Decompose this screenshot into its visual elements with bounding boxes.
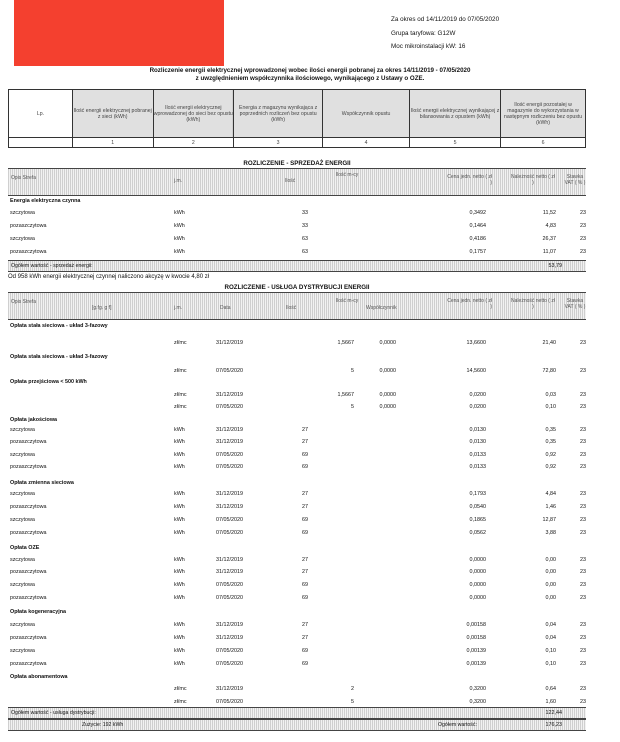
dist-group-title: Opłata jakościowa	[10, 417, 58, 423]
dist-group-title: Opłata abonamentowa	[10, 674, 68, 680]
dist-unit: kWh	[174, 464, 185, 470]
dist-unit: kWh	[174, 569, 185, 575]
dist-vat: 23	[580, 686, 586, 692]
dist-amount: 72,80	[542, 368, 556, 374]
dist-price: 0,0000	[469, 582, 486, 588]
dist-zone: szczytowa	[10, 427, 35, 433]
dist-vat: 23	[580, 491, 586, 497]
balance-col-number: 2	[153, 138, 234, 148]
dist-zone: szczytowa	[10, 557, 35, 563]
dist-date: 07/05/2020	[216, 517, 243, 523]
billing-period: Za okres od 14/11/2019 do 07/05/2020	[391, 16, 500, 23]
dist-group-label	[8, 479, 586, 488]
dist-qty: 69	[302, 595, 308, 601]
dist-amount: 0,35	[545, 427, 556, 433]
dist-qty: 27	[302, 491, 308, 497]
document-title: Rozliczenie energii elektrycznej wprowadzonej wobec ilości energii pobranej za okres 14/11/2019 - 07/05/2020	[149, 67, 471, 74]
dist-qty: 27	[302, 569, 308, 575]
redaction-box	[14, 0, 224, 66]
dist-unit: kWh	[174, 635, 185, 641]
dist-vat: 23	[580, 595, 586, 601]
dist-qty: 27	[302, 504, 308, 510]
dist-months: 5	[351, 699, 354, 705]
dist-row	[8, 367, 586, 376]
dist-date: 07/05/2020	[216, 582, 243, 588]
sale-row	[8, 222, 586, 231]
dist-group-label	[8, 322, 586, 331]
dist-row	[8, 621, 586, 630]
dist-col-wsp: Współczynnik	[366, 305, 397, 311]
dist-unit: zł/mc	[174, 699, 187, 705]
dist-date: 07/05/2020	[216, 368, 243, 374]
dist-group-label	[8, 673, 586, 682]
dist-unit: kWh	[174, 661, 185, 667]
dist-row	[8, 529, 586, 538]
dist-zone: szczytowa	[10, 622, 35, 628]
dist-unit: kWh	[174, 504, 185, 510]
dist-amount: 0,00	[545, 569, 556, 575]
grand-total-value: 176,23	[545, 722, 562, 728]
dist-date: 07/05/2020	[216, 661, 243, 667]
dist-group-title: Opłata przejściowa < 500 kWh	[10, 379, 87, 385]
dist-col-vat: Stawka VAT ( % )	[564, 298, 586, 310]
dist-row	[8, 516, 586, 525]
dist-qty: 27	[302, 635, 308, 641]
dist-date: 07/05/2020	[216, 404, 243, 410]
dist-qty: 69	[302, 582, 308, 588]
dist-amount: 0,10	[545, 648, 556, 654]
sale-amount: 4,83	[545, 223, 556, 229]
dist-amount: 0,35	[545, 439, 556, 445]
dist-unit: kWh	[174, 622, 185, 628]
dist-zone: pozaszczytowa	[10, 661, 47, 667]
dist-date: 31/12/2019	[216, 439, 243, 445]
dist-amount: 0,04	[545, 622, 556, 628]
sale-row	[8, 209, 586, 218]
dist-unit: kWh	[174, 439, 185, 445]
dist-unit: kWh	[174, 452, 185, 458]
sale-col-naleznosc: Należność netto ( zł )	[511, 174, 555, 186]
dist-amount: 0,10	[545, 404, 556, 410]
dist-group-label	[8, 608, 586, 617]
dist-vat: 23	[580, 464, 586, 470]
dist-amount: 0,04	[545, 635, 556, 641]
dist-date: 07/05/2020	[216, 530, 243, 536]
dist-qty: 69	[302, 530, 308, 536]
dist-price: 0,1865	[469, 517, 486, 523]
dist-price: 0,0562	[469, 530, 486, 536]
dist-amount: 1,46	[545, 504, 556, 510]
grand-total-label: Ogółem wartość:	[438, 722, 477, 728]
dist-unit: zł/mc	[174, 340, 187, 346]
dist-header-row	[8, 292, 586, 320]
dist-price: 0,0133	[469, 464, 486, 470]
usage-label: Zużycie: 192 kWh	[82, 722, 124, 728]
dist-row	[8, 698, 586, 707]
excise-note: Od 958 kWh energii elektrycznej czynnej naliczono akcyzę w kwocie 4,80 zł	[8, 274, 210, 280]
dist-col-ilosc: Ilość	[286, 305, 297, 311]
balance-table	[8, 89, 586, 148]
dist-amount: 0,10	[545, 661, 556, 667]
sale-price: 0,1464	[469, 223, 486, 229]
dist-qty: 27	[302, 622, 308, 628]
dist-zone: pozaszczytowa	[10, 504, 47, 510]
dist-vat: 23	[580, 661, 586, 667]
sale-total-value: 53,79	[548, 263, 562, 269]
dist-vat: 23	[580, 368, 586, 374]
dist-zone: pozaszczytowa	[10, 635, 47, 641]
dist-price: 0,0000	[469, 569, 486, 575]
dist-vat: 23	[580, 427, 586, 433]
dist-vat: 23	[580, 582, 586, 588]
dist-section-title: ROZLICZENIE - USŁUGA DYSTRYBUCJI ENERGII	[224, 284, 370, 291]
dist-qty: 69	[302, 452, 308, 458]
dist-zone: szczytowa	[10, 491, 35, 497]
dist-vat: 23	[580, 557, 586, 563]
dist-vat: 23	[580, 635, 586, 641]
sale-total-row	[8, 260, 586, 272]
dist-vat: 23	[580, 517, 586, 523]
dist-col-ilosc-m: Ilość m-cy	[335, 298, 359, 304]
dist-months: 5	[351, 404, 354, 410]
dist-coef: 0,0000	[379, 392, 396, 398]
sale-zone: pozaszczytowa	[10, 223, 47, 229]
dist-row	[8, 556, 586, 565]
dist-unit: kWh	[174, 557, 185, 563]
dist-price: 14,5600	[466, 368, 486, 374]
sale-amount: 11,07	[542, 249, 556, 255]
dist-row	[8, 634, 586, 643]
dist-unit: kWh	[174, 582, 185, 588]
dist-price: 0,00139	[466, 648, 486, 654]
sale-vat: 23	[580, 236, 586, 242]
dist-unit: zł/mc	[174, 368, 187, 374]
balance-header-5: Ilość energii elektrycznej wynikającej z bilansowania z opustem (kWh)	[410, 90, 501, 138]
sale-unit: kWh	[174, 210, 185, 216]
dist-qty: 69	[302, 517, 308, 523]
balance-col-number: 4	[323, 138, 410, 148]
dist-months: 5	[351, 368, 354, 374]
dist-col-jg: [g.fg. g f]	[92, 305, 112, 311]
sale-section-title: ROZLICZENIE - SPRZEDAŻ ENERGII	[243, 160, 351, 167]
balance-col-number: 5	[410, 138, 501, 148]
dist-price: 13,6600	[466, 340, 486, 346]
dist-vat: 23	[580, 530, 586, 536]
dist-date: 31/12/2019	[216, 686, 243, 692]
balance-header-2: Ilość energii elektrycznej wprowadzonej do sieci bez opustu (kWh)	[153, 90, 234, 138]
dist-vat: 23	[580, 439, 586, 445]
dist-amount: 1,60	[545, 699, 556, 705]
lp-header: Lp.	[9, 90, 73, 138]
dist-zone: pozaszczytowa	[10, 569, 47, 575]
dist-row	[8, 647, 586, 656]
sale-zone: pozaszczytowa	[10, 249, 47, 255]
dist-group-title: Opłata stała sieciowa - układ 3-fazowy	[10, 323, 108, 329]
dist-zone: szczytowa	[10, 452, 35, 458]
dist-unit: kWh	[174, 595, 185, 601]
dist-unit: kWh	[174, 491, 185, 497]
dist-price: 0,1793	[469, 491, 486, 497]
dist-coef: 0,0000	[379, 404, 396, 410]
dist-qty: 69	[302, 661, 308, 667]
dist-date: 31/12/2019	[216, 635, 243, 641]
balance-cell	[9, 138, 73, 148]
dist-group-title: Opłata OZE	[10, 545, 40, 551]
dist-row	[8, 391, 586, 400]
dist-qty: 27	[302, 557, 308, 563]
dist-vat: 23	[580, 504, 586, 510]
sale-zone: szczytowa	[10, 210, 35, 216]
dist-col-opis: Opis Strefa	[11, 299, 37, 305]
dist-unit: kWh	[174, 530, 185, 536]
dist-price: 0,0000	[469, 557, 486, 563]
sale-unit: kWh	[174, 236, 185, 242]
sale-row	[8, 248, 586, 257]
dist-zone: pozaszczytowa	[10, 530, 47, 536]
sale-qty: 33	[302, 223, 308, 229]
dist-amount: 0,00	[545, 557, 556, 563]
dist-amount: 0,00	[545, 595, 556, 601]
sale-price: 0,3492	[469, 210, 486, 216]
sale-total-label: Ogółem wartość - sprzedaż energii:	[11, 263, 93, 269]
dist-qty: 27	[302, 439, 308, 445]
sale-qty: 63	[302, 236, 308, 242]
dist-vat: 23	[580, 699, 586, 705]
dist-row	[8, 339, 586, 348]
dist-vat: 23	[580, 404, 586, 410]
dist-date: 07/05/2020	[216, 699, 243, 705]
sale-header-row	[8, 168, 586, 196]
dist-unit: zł/mc	[174, 404, 187, 410]
dist-row	[8, 660, 586, 669]
dist-date: 31/12/2019	[216, 557, 243, 563]
sale-col-cena: Cena jedn. netto ( zł )	[447, 174, 492, 186]
dist-date: 31/12/2019	[216, 427, 243, 433]
dist-total-value: 122,44	[545, 710, 562, 716]
dist-group-label	[8, 353, 586, 362]
dist-row	[8, 403, 586, 412]
sale-amount: 11,52	[542, 210, 556, 216]
dist-col-naleznosc: Należność netto ( zł )	[511, 298, 555, 310]
dist-date: 31/12/2019	[216, 491, 243, 497]
dist-date: 07/05/2020	[216, 595, 243, 601]
dist-date: 07/05/2020	[216, 464, 243, 470]
dist-price: 0,3200	[469, 699, 486, 705]
installation-power: Moc mikroinstalacji kW: 16	[391, 43, 466, 50]
dist-group-title: Opłata kogeneracyjna	[10, 609, 67, 615]
document-subtitle: z uwzględnieniem współczynnika ilościowego, wynikającego z Ustawy o OZE.	[195, 75, 425, 82]
dist-row	[8, 451, 586, 460]
balance-header-1: Ilość energii elektrycznej pobranej z sieci (kWh)	[72, 90, 153, 138]
dist-zone: szczytowa	[10, 517, 35, 523]
dist-vat: 23	[580, 569, 586, 575]
dist-price: 0,0000	[469, 595, 486, 601]
sale-col-opis: Opis Strefa	[11, 175, 37, 181]
dist-zone: szczytowa	[10, 582, 35, 588]
sale-qty: 33	[302, 210, 308, 216]
dist-row	[8, 503, 586, 512]
sale-group-label: Energia elektryczna czynna	[10, 198, 81, 204]
dist-row	[8, 426, 586, 435]
sale-vat: 23	[580, 223, 586, 229]
dist-qty: 27	[302, 427, 308, 433]
dist-row	[8, 581, 586, 590]
sale-price: 0,4186	[469, 236, 486, 242]
dist-row	[8, 463, 586, 472]
dist-amount: 21,40	[542, 340, 556, 346]
balance-header-4: Współczynnik opustu	[323, 90, 410, 138]
dist-coef: 0,0000	[379, 368, 396, 374]
dist-price: 0,3200	[469, 686, 486, 692]
dist-zone: pozaszczytowa	[10, 439, 47, 445]
sale-vat: 23	[580, 249, 586, 255]
dist-unit: zł/mc	[174, 392, 187, 398]
dist-qty: 69	[302, 648, 308, 654]
dist-date: 31/12/2019	[216, 392, 243, 398]
sale-vat: 23	[580, 210, 586, 216]
dist-amount: 0,64	[545, 686, 556, 692]
dist-amount: 0,92	[545, 452, 556, 458]
dist-row	[8, 685, 586, 694]
dist-zone: pozaszczytowa	[10, 595, 47, 601]
dist-price: 0,0200	[469, 392, 486, 398]
dist-qty: 69	[302, 464, 308, 470]
sale-col-ilosc-m: Ilość m-cy	[335, 172, 359, 178]
dist-price: 0,0130	[469, 439, 486, 445]
dist-date: 31/12/2019	[216, 622, 243, 628]
dist-price: 0,00139	[466, 661, 486, 667]
dist-price: 0,0130	[469, 427, 486, 433]
dist-group-label	[8, 378, 586, 387]
dist-vat: 23	[580, 648, 586, 654]
balance-header-3: Energia z magazynu wynikająca z poprzednich rozliczeń bez opustu (kWh)	[234, 90, 323, 138]
dist-date: 31/12/2019	[216, 340, 243, 346]
dist-months: 2	[351, 686, 354, 692]
sale-col-jm: j.m.	[174, 178, 183, 184]
sale-amount: 26,37	[542, 236, 556, 242]
dist-zone: pozaszczytowa	[10, 464, 47, 470]
dist-months: 1,5667	[337, 340, 354, 346]
sale-zone: szczytowa	[10, 236, 35, 242]
sale-col-vat: Stawka VAT ( % )	[564, 174, 586, 186]
tariff-group: Grupa taryfowa: G12W	[391, 30, 456, 37]
balance-col-number: 3	[234, 138, 323, 148]
sale-unit: kWh	[174, 223, 185, 229]
dist-vat: 23	[580, 452, 586, 458]
dist-row	[8, 594, 586, 603]
dist-amount: 4,84	[545, 491, 556, 497]
dist-amount: 0,00	[545, 582, 556, 588]
balance-col-number: 1	[72, 138, 153, 148]
dist-vat: 23	[580, 392, 586, 398]
dist-unit: kWh	[174, 648, 185, 654]
dist-amount: 3,88	[545, 530, 556, 536]
dist-date: 07/05/2020	[216, 648, 243, 654]
dist-date: 31/12/2019	[216, 504, 243, 510]
dist-price: 0,00158	[466, 622, 486, 628]
dist-date: 07/05/2020	[216, 452, 243, 458]
dist-amount: 0,03	[545, 392, 556, 398]
sale-row	[8, 235, 586, 244]
dist-col-data: Data	[220, 305, 231, 311]
dist-months: 1,5667	[337, 392, 354, 398]
dist-vat: 23	[580, 622, 586, 628]
dist-row	[8, 568, 586, 577]
dist-total-row	[8, 707, 586, 719]
dist-row	[8, 490, 586, 499]
dist-group-label	[8, 416, 586, 425]
dist-price: 0,0133	[469, 452, 486, 458]
sale-qty: 63	[302, 249, 308, 255]
dist-vat: 23	[580, 340, 586, 346]
dist-col-cena: Cena jedn. netto ( zł )	[447, 298, 492, 310]
dist-group-label	[8, 544, 586, 553]
dist-coef: 0,0000	[379, 340, 396, 346]
sale-col-ilosc: Ilość	[285, 178, 296, 184]
balance-header-6: Ilość energii pozostałej w magazynie do wykorzystania w następnym rozliczeniu bez opustu (kWh)	[501, 90, 586, 138]
dist-row	[8, 438, 586, 447]
dist-amount: 0,92	[545, 464, 556, 470]
dist-col-jm: j.m.	[174, 305, 183, 311]
dist-price: 0,0200	[469, 404, 486, 410]
dist-group-title: Opłata stała sieciowa - układ 3-fazowy	[10, 354, 108, 360]
dist-price: 0,0540	[469, 504, 486, 510]
dist-group-title: Opłata zmienna sieciowa	[10, 480, 74, 486]
dist-date: 31/12/2019	[216, 569, 243, 575]
dist-zone: szczytowa	[10, 648, 35, 654]
dist-price: 0,00158	[466, 635, 486, 641]
dist-unit: zł/mc	[174, 686, 187, 692]
sale-unit: kWh	[174, 249, 185, 255]
dist-amount: 12,87	[542, 517, 556, 523]
dist-total-label: Ogółem wartość - usługa dystrybucji:	[11, 710, 96, 716]
balance-col-number: 6	[501, 138, 586, 148]
grand-total-row	[8, 719, 586, 731]
dist-unit: kWh	[174, 427, 185, 433]
dist-unit: kWh	[174, 517, 185, 523]
sale-price: 0,1757	[469, 249, 486, 255]
